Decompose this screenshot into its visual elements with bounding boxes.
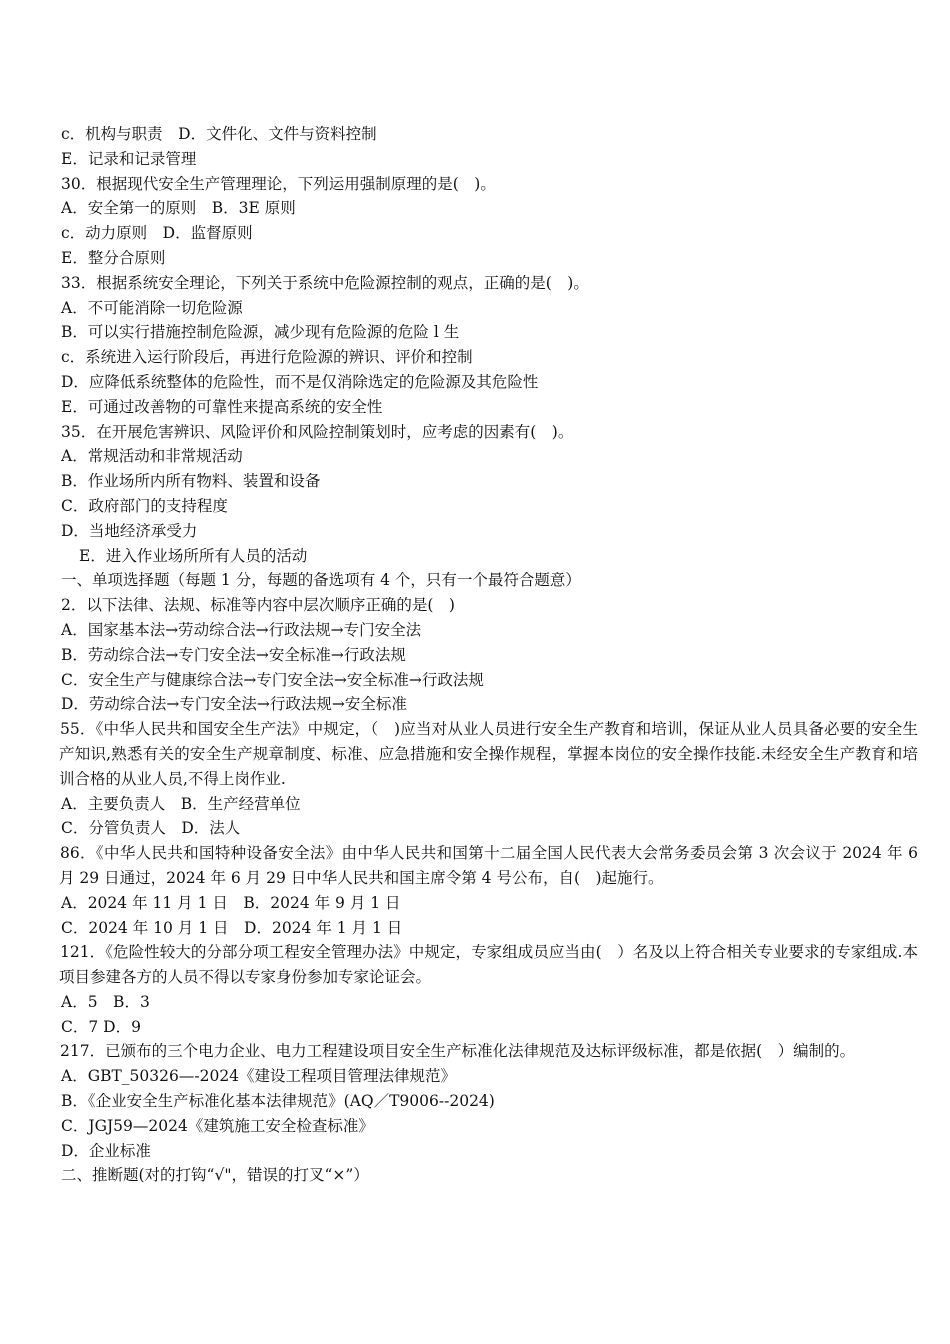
- question-paragraph: 217．已颁布的三个电力企业、电力工程建设项目安全生产标准化法律规范及达标评级标准，都是依据( ）编制的。: [60, 1042, 856, 1061]
- text-line: E．整分合原则: [61, 248, 166, 267]
- text-line: 35．在开展危害辨识、风险评价和风险控制策划时，应考虑的因素有( )。: [61, 422, 574, 441]
- text-line: D．劳动综合法→专门安全法→行政法规→安全标准: [61, 695, 407, 714]
- text-line: 33．根据系统安全理论，下列关于系统中危险源控制的观点，正确的是( )。: [61, 273, 589, 292]
- text-line: A．国家基本法→劳动综合法→行政法规→专门安全法: [61, 620, 422, 639]
- text-line: E．进入作业场所所有人员的活动: [79, 546, 308, 565]
- text-line: 二、推断题(对的打钩“√"，错误的打叉“×”）: [61, 1166, 369, 1185]
- text-line: E．可通过改善物的可靠性来提高系统的安全性: [61, 397, 383, 416]
- text-line: c．动力原则 D．监督原则: [61, 224, 253, 243]
- text-line: B．可以实行措施控制危险源，减少现有危险源的危险 l 生: [61, 323, 460, 342]
- text-line: A．安全第一的原则 B．3E 原则: [61, 199, 296, 218]
- text-line: C．安全生产与健康综合法→专门安全法→安全标准→行政法规: [61, 670, 484, 689]
- text-line: A．GBT_50326—-2024《建设工程项目管理法律规范》: [61, 1067, 457, 1086]
- question-paragraph: 86．《中华人民共和国特种设备安全法》由中华人民共和国第十二届全国人民代表大会常务委员会第 3 次会议于 2024 年 6 月 29 日通过，2024 年 6 月 29 日中华人民共和国主席令第 4 号公布，自( )起施行。: [59, 844, 918, 887]
- text-line: 一、单项选择题（每题 1 分，每题的备选项有 4 个，只有一个最符合题意）: [61, 571, 581, 590]
- text-line: B．《企业安全生产标准化基本法律规范》(AQ／T9006--2024): [61, 1092, 495, 1111]
- text-line: A．5 B．3: [61, 992, 150, 1011]
- question-paragraph: 55．《中华人民共和国安全生产法》中规定，（ )应当对从业人员进行安全生产教育和培训，保证从业人员具备必要的安全生产知识,熟悉有关的安全生产规章制度、标准、应急措施和安全操作规程，掌握本岗位的安全操作技能.未经安全生产教育和培训合格的从业人员,不得上岗作业.: [59, 720, 918, 788]
- text-line: C．JGJ59—2024《建筑施工安全检查标准》: [61, 1116, 374, 1135]
- text-line: C．7 D．9: [61, 1017, 141, 1036]
- text-line: B．劳动综合法→专门安全法→安全标准→行政法规: [61, 645, 406, 664]
- text-line: A．不可能消除一切危险源: [61, 298, 243, 317]
- text-line: c．系统进入运行阶段后，再进行危险源的辨识、评价和控制: [61, 348, 473, 367]
- document-body: [60, 122, 918, 1188]
- text-line: D．当地经济承受力: [61, 521, 198, 540]
- text-line: A．2024 年 11 月 1 日 B．2024 年 9 月 1 日: [61, 893, 401, 912]
- question-paragraph: 121．《危险性较大的分部分项工程安全管理办法》中规定，专家组成员应当由( ）名及以上符合相关专业要求的专家组成.本项目参建各方的人员不得以专家身份参加专家论证会。: [59, 943, 918, 987]
- text-line: E．记录和记录管理: [61, 149, 197, 168]
- text-line: A．常规活动和非常规活动: [61, 447, 243, 466]
- text-line: C．政府部门的支持程度: [61, 496, 228, 515]
- text-line: D．应降低系统整体的危险性，而不是仅消除选定的危险源及其危险性: [61, 372, 539, 391]
- text-line: 2．以下法律、法规、标准等内容中层次顺序正确的是( ): [61, 596, 455, 615]
- text-line: c．机构与职责 D．文件化、文件与资料控制: [61, 125, 377, 143]
- text-line: C．分管负责人 D．法人: [61, 819, 241, 838]
- text-line: C．2024 年 10 月 1 日 D．2024 年 1 月 1 日: [61, 918, 403, 937]
- text-line: D．企业标准: [61, 1141, 151, 1160]
- text-line: A．主要负责人 B．生产经营单位: [61, 794, 301, 813]
- text-line: B．作业场所内所有物料、装置和设备: [61, 472, 321, 491]
- text-line: 30．根据现代安全生产管理理论，下列运用强制原理的是( )。: [61, 174, 496, 193]
